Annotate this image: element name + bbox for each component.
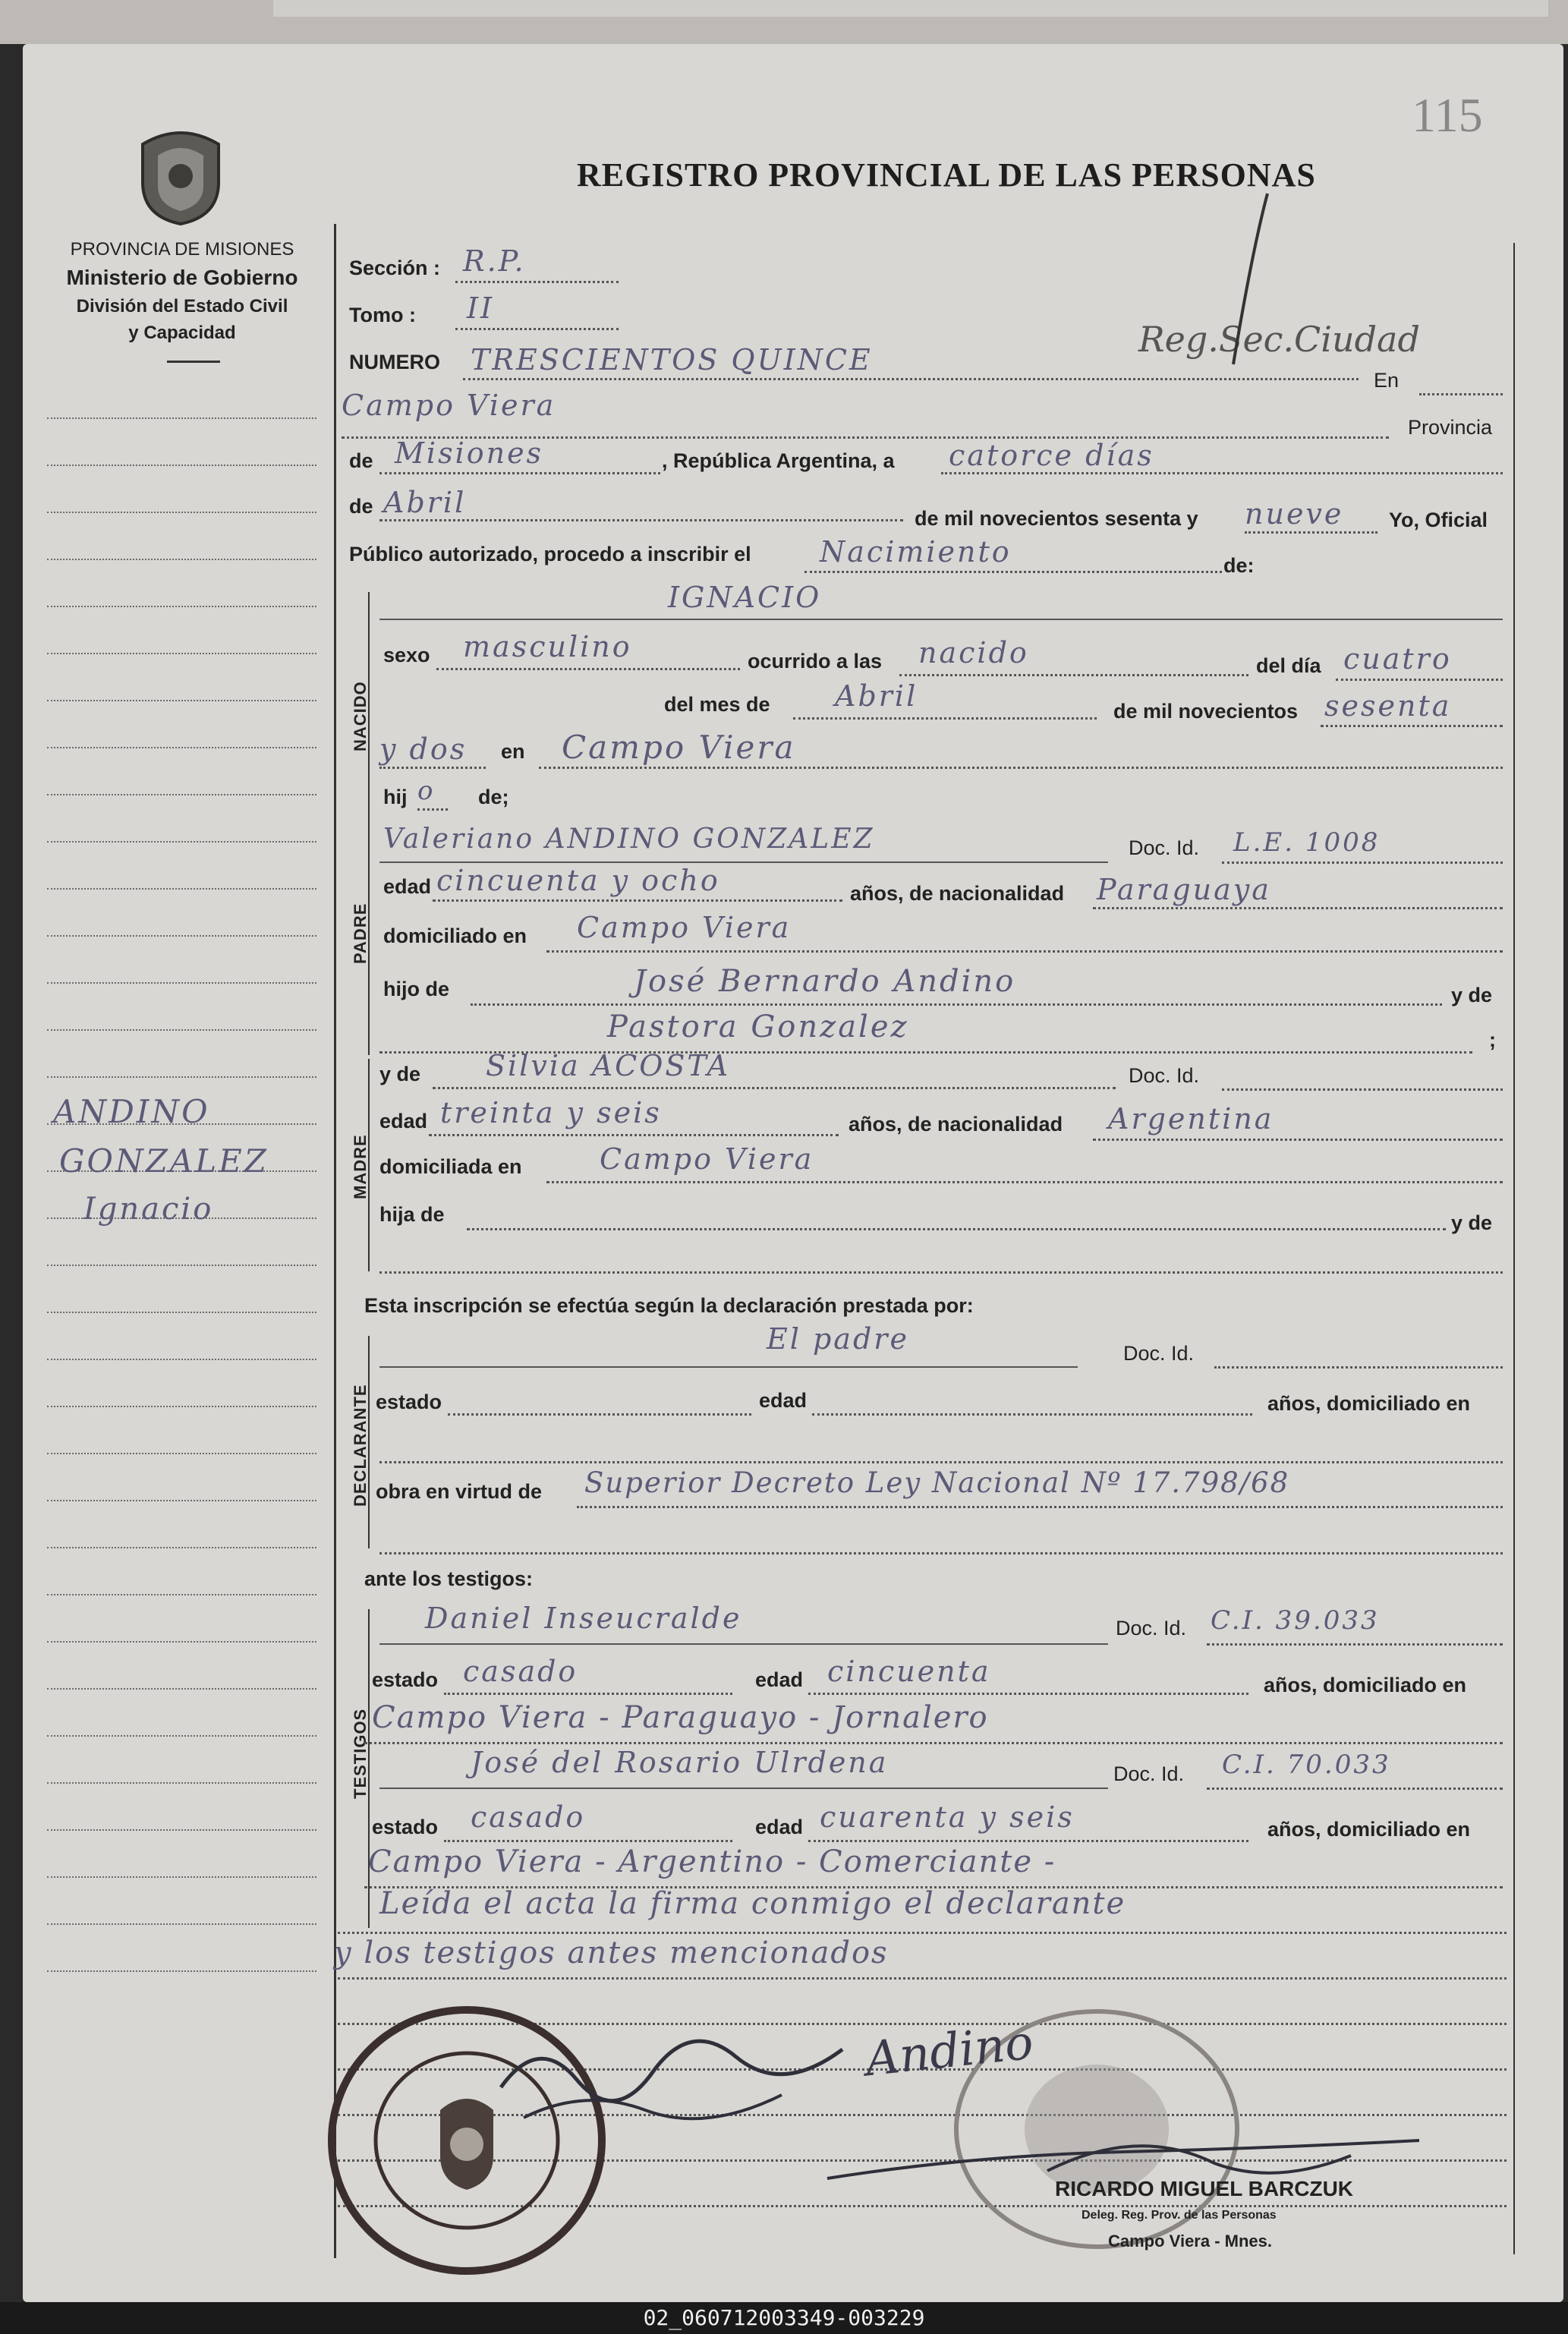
label-testigo2-edad: edad	[755, 1816, 804, 1838]
margin-given-name: Ignacio	[83, 1192, 214, 1227]
value-dia-letra: catorce días	[949, 439, 1154, 472]
padre-doc-field-line	[1222, 861, 1503, 864]
margin-rule	[47, 606, 316, 607]
label-sexo: sexo	[383, 644, 430, 666]
side-label-madre: MADRE	[351, 1134, 370, 1199]
value-padre-dom: Campo Viera	[577, 911, 792, 944]
value-lugar: Campo Viera	[342, 389, 556, 422]
nombre-field-line	[379, 619, 1503, 620]
value-tomo: II	[467, 291, 495, 325]
value-madre-edad: treinta y seis	[440, 1096, 662, 1129]
label-del-dia: del día	[1256, 654, 1321, 677]
madre-nac-field-line	[1093, 1139, 1503, 1141]
label-testigos: ante los testigos:	[364, 1567, 534, 1590]
padre-nac-field-line	[1093, 907, 1503, 909]
value-madre: Silvia ACOSTA	[486, 1049, 731, 1082]
margin-surname-2: GONZALEZ	[59, 1142, 269, 1180]
madre-extra-field-line	[379, 1271, 1503, 1274]
value-seccion: R.P.	[463, 244, 526, 278]
value-padre-madre: Pastora Gonzalez	[607, 1010, 909, 1044]
label-tomo: Tomo :	[349, 304, 416, 326]
value-testigo1-estado: casado	[463, 1655, 578, 1688]
margin-rule	[47, 653, 316, 654]
padre-edad-field-line	[433, 899, 842, 902]
value-anio: nueve	[1245, 497, 1344, 531]
testigo2-field-line	[379, 1788, 1108, 1789]
capacity-heading: y Capacidad	[128, 323, 236, 343]
side-label-nacido: NACIDO	[351, 681, 370, 751]
anio-nac-2-field-line	[379, 767, 486, 769]
margin-rule	[47, 1453, 316, 1454]
value-madre-nac: Argentina	[1108, 1102, 1274, 1136]
declarante-doc-field-line	[1214, 1366, 1503, 1369]
side-label-testigos: TESTIGOS	[351, 1708, 370, 1799]
cierre2-field-line	[338, 1977, 1507, 1980]
margin-surname-1: ANDINO	[53, 1093, 210, 1130]
tomo-field-line	[455, 328, 619, 330]
officer-title: Deleg. Reg. Prov. de las Personas	[1082, 2209, 1277, 2222]
margin-rule	[47, 888, 316, 890]
madre-field-line	[433, 1087, 1116, 1089]
division-heading: División del Estado Civil	[76, 296, 288, 317]
value-hora: nacido	[918, 636, 1029, 669]
testigo1-field-line	[379, 1643, 1108, 1645]
padre-hijo-de-field-line	[471, 1003, 1442, 1006]
margin-rule	[47, 841, 316, 843]
page-title: REGISTRO PROVINCIAL DE LAS PERSONAS	[577, 156, 1316, 194]
obra-extra-field-line	[379, 1552, 1503, 1554]
form-right-border	[1513, 243, 1515, 2254]
declarante-dom-field-line	[379, 1461, 1503, 1463]
label-de-colon: de:	[1223, 554, 1255, 577]
value-testigo1-edad: cincuenta	[827, 1655, 991, 1688]
value-padre-edad: cincuenta y ocho	[436, 864, 720, 897]
label-madre-edad: edad	[379, 1110, 428, 1132]
value-padre-nac: Paraguaya	[1097, 873, 1271, 906]
margin-rule	[47, 1829, 316, 1831]
margin-rule	[47, 417, 316, 419]
en-field-line	[1419, 393, 1503, 395]
margin-rule	[47, 700, 316, 701]
declarante-estado-field-line	[448, 1413, 751, 1416]
margin-rule	[47, 1029, 316, 1031]
dia-field-line	[1336, 679, 1503, 681]
side-label-declarante: DECLARANTE	[351, 1384, 370, 1507]
label-padre-nac: años, de nacionalidad	[850, 882, 1065, 905]
value-obra: Superior Decreto Ley Nacional Nº 17.798/68	[584, 1466, 1290, 1499]
margin-rule	[47, 1312, 316, 1313]
margin-rule	[47, 1876, 316, 1878]
margin-rule	[47, 1500, 316, 1501]
label-ocurrido: ocurrido a las	[748, 650, 883, 672]
heading-dash	[167, 361, 220, 363]
value-testigo2-estado: casado	[471, 1800, 586, 1834]
label-del-mes: del mes de	[664, 693, 770, 716]
value-declarante: El padre	[767, 1322, 909, 1356]
value-nombre: IGNACIO	[668, 581, 822, 614]
madre-doc-field-line	[1222, 1088, 1503, 1091]
testigo2-estado-field-line	[444, 1840, 732, 1842]
label-de-mes: de	[349, 495, 373, 518]
value-padre-hijo-de: José Bernardo Andino	[634, 964, 1016, 999]
margin-rule	[47, 465, 316, 466]
hora-field-line	[899, 674, 1248, 676]
value-provincia: Misiones	[395, 436, 544, 470]
value-cierre-2: y los testigos antes mencionados	[334, 1936, 889, 1970]
value-numero: TRESCIENTOS QUINCE	[471, 343, 873, 376]
testigo1-dom-field-line	[364, 1742, 1503, 1744]
label-declarante-doc: Doc. Id.	[1123, 1342, 1195, 1365]
value-mes: Abril	[383, 486, 467, 519]
label-madre-dom: domiciliada en	[379, 1155, 522, 1178]
label-madre-y-de: y de	[379, 1063, 421, 1085]
label-testigo1-dom: años, domiciliado en	[1264, 1674, 1467, 1696]
anio-field-line	[1245, 531, 1378, 534]
padre-field-line	[379, 861, 1108, 863]
label-testigo1-estado: estado	[372, 1668, 439, 1691]
folio-number: 115	[1412, 88, 1483, 142]
margin-rule	[47, 1359, 316, 1360]
testigo1-estado-field-line	[444, 1693, 732, 1695]
label-declarante-edad: edad	[759, 1389, 808, 1412]
label-madre-doc: Doc. Id.	[1129, 1064, 1200, 1087]
label-padre-dom: domiciliado en	[383, 924, 527, 947]
top-tab	[273, 0, 1548, 17]
margin-rule	[47, 1688, 316, 1690]
mes-nac-field-line	[793, 717, 1097, 720]
provincia-field-line	[379, 472, 660, 474]
testigo1-edad-field-line	[808, 1693, 1248, 1695]
margin-rule	[47, 982, 316, 984]
value-cierre-1: Leída el acta la firma conmigo el declarante	[379, 1886, 1126, 1921]
value-testigo1-dom: Campo Viera - Paraguayo - Jornalero	[372, 1700, 989, 1735]
declarante-edad-field-line	[812, 1413, 1252, 1416]
label-testigo2-estado: estado	[372, 1816, 439, 1838]
label-testigo1-doc: Doc. Id.	[1116, 1617, 1187, 1639]
anio-nac-field-line	[1321, 725, 1503, 727]
label-padre-y-de: y de	[1451, 984, 1493, 1006]
margin-rule	[47, 1641, 316, 1643]
label-mil-nov-sesenta: de mil novecientos sesenta y	[915, 507, 1198, 530]
margin-rule	[47, 1594, 316, 1595]
officer-place: Campo Viera - Mnes.	[1108, 2232, 1272, 2251]
margin-rule	[47, 1547, 316, 1548]
value-padre-doc: L.E. 1008	[1233, 827, 1381, 858]
margin-rule	[47, 1076, 316, 1078]
value-padre: Valeriano ANDINO GONZALEZ	[383, 824, 875, 855]
label-de-semi: de;	[478, 786, 509, 808]
label-semicolon: ;	[1489, 1028, 1496, 1051]
label-hij: hij	[383, 786, 408, 808]
footer-filename: 02_060712003349-003229	[643, 2305, 925, 2330]
label-madre-y-de: y de	[1451, 1211, 1493, 1234]
label-padre-hijo-de: hijo de	[383, 978, 449, 1000]
label-yo-oficial: Yo, Oficial	[1389, 509, 1488, 531]
obra-field-line	[577, 1506, 1503, 1508]
signature-stroke-icon	[1207, 190, 1275, 372]
label-en-lugar: en	[501, 740, 525, 763]
label-republica: , República Argentina, a	[662, 449, 895, 472]
mes-field-line	[379, 519, 903, 521]
acto-field-line	[804, 571, 1222, 573]
label-testigo2-dom: años, domiciliado en	[1267, 1818, 1471, 1841]
value-sexo: masculino	[463, 630, 632, 663]
officer-name: RICARDO MIGUEL BARCZUK	[1055, 2177, 1354, 2200]
margin-rule	[47, 1970, 316, 1972]
dia-letra-field-line	[941, 472, 1503, 474]
label-obra: obra en virtud de	[376, 1480, 543, 1503]
margin-rule	[47, 747, 316, 748]
province-heading: PROVINCIA DE MISIONES	[70, 239, 294, 260]
value-testigo1-doc: C.I. 39.033	[1211, 1605, 1380, 1636]
margin-rule	[47, 1406, 316, 1407]
label-madre-hija-de: hija de	[379, 1203, 445, 1226]
declarante-field-line	[379, 1366, 1078, 1368]
label-de-provincia: de	[349, 449, 373, 472]
margin-rule	[47, 559, 316, 560]
margin-rule	[47, 1735, 316, 1737]
label-inscripcion: Esta inscripción se efectúa según la declaración prestada por:	[364, 1294, 974, 1317]
value-testigo2-doc: C.I. 70.033	[1222, 1750, 1391, 1780]
margin-rule	[47, 935, 316, 937]
value-testigo1: Daniel Inseucralde	[425, 1602, 742, 1635]
value-mes-nac: Abril	[835, 679, 918, 713]
label-testigo2-doc: Doc. Id.	[1113, 1762, 1185, 1785]
label-declarante-dom: años, domiciliado en	[1267, 1392, 1471, 1415]
label-padre-edad: edad	[383, 875, 432, 898]
sexo-field-line	[436, 668, 740, 670]
value-testigo2-dom: Campo Viera - Argentino - Comerciante -	[368, 1844, 1056, 1879]
testigo2-edad-field-line	[808, 1840, 1248, 1842]
value-anio-nac-2: y dos	[379, 732, 468, 766]
testigo1-doc-field-line	[1207, 1643, 1503, 1646]
testigo2-doc-field-line	[1207, 1788, 1503, 1790]
madre-edad-field-line	[429, 1134, 839, 1136]
side-label-padre: PADRE	[351, 902, 370, 964]
top-strip	[0, 0, 1568, 44]
margin-rule	[47, 1923, 316, 1925]
declarant-signature: Andino	[862, 2014, 1036, 2087]
label-en: En	[1374, 369, 1400, 392]
witness-signature-icon	[493, 2019, 858, 2133]
seccion-field-line	[455, 281, 619, 283]
madre-dom-field-line	[546, 1181, 1503, 1183]
value-testigo2-edad: cuarenta y seis	[820, 1800, 1075, 1834]
value-acto: Nacimiento	[820, 535, 1012, 569]
label-mil-nov: de mil novecientos	[1113, 700, 1299, 723]
value-testigo2: José del Rosario Ulrdena	[471, 1746, 889, 1779]
crest-icon	[128, 121, 234, 228]
value-hijo-letra: o	[417, 776, 436, 806]
label-numero: NUMERO	[349, 351, 440, 373]
padre-dom-field-line	[546, 950, 1503, 953]
margin-rule	[47, 794, 316, 795]
label-provincia: Provincia	[1408, 416, 1493, 439]
value-madre-dom: Campo Viera	[600, 1142, 814, 1176]
margin-rule	[47, 512, 316, 513]
value-dia: cuatro	[1343, 642, 1452, 676]
label-declarante-estado: estado	[376, 1391, 442, 1413]
value-anio-nac: sesenta	[1324, 689, 1452, 723]
ministry-heading: Ministerio de Gobierno	[66, 266, 298, 289]
hijo-field-line	[417, 808, 448, 811]
registrar-corner-signature: Reg.Sec.Ciudad	[1138, 319, 1420, 360]
margin-rule	[47, 1782, 316, 1784]
label-madre-nac: años, de nacionalidad	[849, 1113, 1063, 1136]
cierre1-field-line	[338, 1932, 1507, 1934]
label-padre-doc: Doc. Id.	[1129, 836, 1200, 859]
madre-hija-de-field-line	[467, 1228, 1446, 1230]
lugar-nac-field-line	[539, 767, 1503, 769]
label-seccion: Sección :	[349, 257, 441, 279]
value-lugar-nac: Campo Viera	[562, 729, 796, 766]
label-publico: Público autorizado, procedo a inscribir el	[349, 543, 751, 565]
label-testigo1-edad: edad	[755, 1668, 804, 1691]
numero-field-line	[463, 378, 1359, 380]
margin-rule	[47, 1265, 316, 1266]
